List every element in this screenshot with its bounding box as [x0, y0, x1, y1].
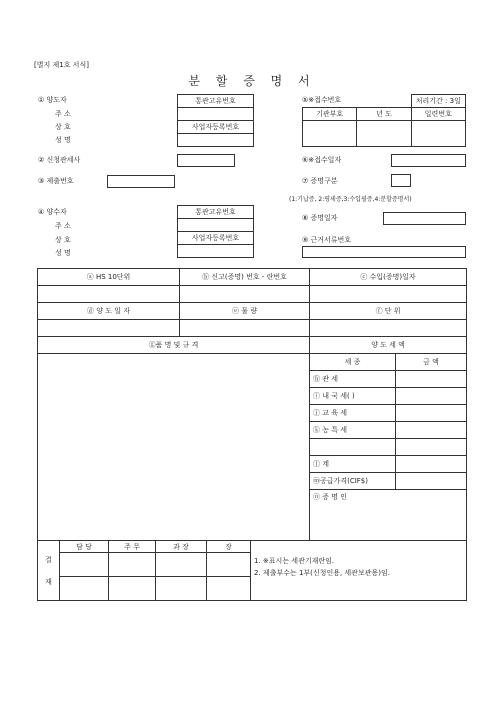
- staff-sign-2[interactable]: [60, 577, 109, 601]
- serial-no-label: 일련번호: [411, 108, 465, 121]
- seller-label: ① 양도자: [38, 96, 67, 104]
- supply-price-label: ⓜ공급가격(CIF$): [310, 473, 396, 490]
- buyer-biz-no-value[interactable]: [178, 245, 254, 258]
- basis-doc-no-label: ⑨ 근거서류번호: [302, 236, 352, 244]
- buyer-label: ④ 양수자: [38, 208, 67, 216]
- hs-code-header: ⓐ HS 10단위: [38, 269, 180, 286]
- chief-sign-2[interactable]: [109, 577, 156, 601]
- receipt-no-label: ⑤※접수번호: [302, 96, 342, 104]
- submission-no-label: ③ 제출번호: [38, 177, 74, 185]
- applicant-broker-label: ② 신청관세사: [38, 156, 81, 164]
- page-title: 분 할 증 명 서: [188, 74, 316, 88]
- seller-customs-no-label: 통관고유번호: [178, 95, 254, 108]
- rural-tax-amount[interactable]: [396, 422, 467, 439]
- quantity-header: ⓔ 물 량: [180, 303, 310, 320]
- cert-seal-label: ⓝ 증 명 인: [313, 493, 348, 501]
- staff-sign[interactable]: [60, 553, 109, 577]
- decl-no-header: ⓑ 신고(증명) 번호 - 란번호: [180, 269, 310, 286]
- section-head-sign-2[interactable]: [156, 577, 207, 601]
- total-amount[interactable]: [396, 456, 467, 473]
- amount-header: 금 액: [396, 354, 467, 371]
- internal-tax-label: ⓘ 내 국 세( ): [310, 388, 396, 405]
- item-spec-header: ⓖ품 명 및 규 격: [38, 337, 310, 354]
- internal-tax-amount[interactable]: [396, 388, 467, 405]
- year-value[interactable]: [357, 121, 411, 147]
- applicant-broker-field[interactable]: [177, 154, 235, 167]
- blank-tax-amount[interactable]: [396, 439, 467, 456]
- tax-type-header: 세 종: [310, 354, 396, 371]
- import-date-header: ⓒ 수입(증명)일자: [310, 269, 467, 286]
- buyer-company-label: 상 호: [55, 236, 71, 244]
- cert-type-note: (1:기납증, 2:평세증,3:수입필증,4:분할증명서): [289, 196, 412, 203]
- form-tag: [별지 제1호 서식]: [34, 61, 89, 69]
- rural-tax-label: ⓚ 농 특 세: [310, 422, 396, 439]
- serial-no-value[interactable]: [411, 121, 465, 147]
- chief-label: 주 무: [109, 541, 156, 553]
- chief-sign[interactable]: [109, 553, 156, 577]
- buyer-customs-no-value[interactable]: [178, 219, 254, 232]
- total-label: ⓛ 계: [310, 456, 396, 473]
- approval-bottom: 재: [45, 577, 52, 586]
- approval-label: [38, 541, 60, 601]
- head-label: 장: [207, 541, 251, 553]
- seller-biz-no-label: 사업자등록번호: [178, 121, 254, 134]
- unit-value[interactable]: [310, 320, 467, 337]
- supply-price-amount[interactable]: [396, 473, 467, 490]
- education-tax-amount[interactable]: [396, 405, 467, 422]
- buyer-id-table: [177, 205, 254, 258]
- customs-duty-label: ⓗ 관 세: [310, 371, 396, 388]
- receipt-date-field[interactable]: [391, 154, 466, 167]
- agency-code-value[interactable]: [303, 121, 357, 147]
- decl-no-value[interactable]: [180, 286, 310, 303]
- receipt-no-table: [302, 94, 466, 147]
- note-1: 1. ※표시는 세관기재란임.: [254, 557, 335, 565]
- agency-code-label: 기관부호: [303, 108, 357, 121]
- head-sign[interactable]: [207, 553, 251, 577]
- submission-no-field[interactable]: [107, 175, 175, 188]
- head-sign-2[interactable]: [207, 577, 251, 601]
- seller-biz-no-value[interactable]: [178, 134, 254, 147]
- approval-top: 결: [45, 555, 52, 564]
- item-spec-area[interactable]: [38, 354, 310, 541]
- note-2: 2. 제출부수는 1부(신청인용, 세관보관용)임.: [254, 569, 390, 577]
- year-label: 년 도: [357, 108, 411, 121]
- cert-seal-area[interactable]: [310, 490, 467, 541]
- seller-name-label: 성 명: [55, 136, 71, 144]
- buyer-address-label: 주 소: [55, 222, 71, 230]
- education-tax-label: ⓙ 교 육 세: [310, 405, 396, 422]
- notes-area: [251, 541, 467, 601]
- customs-duty-amount[interactable]: [396, 371, 467, 388]
- basis-doc-no-field[interactable]: [302, 246, 466, 258]
- hs-code-value[interactable]: [38, 286, 180, 303]
- buyer-biz-no-label: 사업자등록번호: [178, 232, 254, 245]
- buyer-name-label: 성 명: [55, 249, 71, 257]
- receipt-date-label: ⑥※접수일자: [302, 156, 342, 164]
- seller-address-label: 주 소: [55, 110, 71, 118]
- transfer-tax-header: 양 도 세 액: [310, 337, 467, 354]
- buyer-customs-no-label: 통관고유번호: [178, 206, 254, 219]
- transfer-date-value[interactable]: [38, 320, 180, 337]
- cert-type-label: ⑦ 증명구분: [302, 177, 338, 185]
- item-grid: [37, 268, 467, 601]
- seller-customs-no-value[interactable]: [178, 108, 254, 121]
- cert-type-field[interactable]: [391, 174, 411, 187]
- section-head-sign[interactable]: [156, 553, 207, 577]
- seller-id-table: [177, 94, 254, 147]
- quantity-value[interactable]: [180, 320, 310, 337]
- staff-label: 담 당: [60, 541, 109, 553]
- section-head-label: 과 장: [156, 541, 207, 553]
- seller-company-label: 상 호: [55, 123, 71, 131]
- cert-date-label: ⑧ 증명일자: [302, 214, 338, 222]
- unit-header: ⓕ 단 위: [310, 303, 467, 320]
- processing-period: 처리기간 : 3일: [411, 95, 465, 108]
- import-date-value[interactable]: [310, 286, 467, 303]
- transfer-date-header: ⓓ 양 도 일 자: [38, 303, 180, 320]
- cert-date-field[interactable]: [383, 212, 466, 225]
